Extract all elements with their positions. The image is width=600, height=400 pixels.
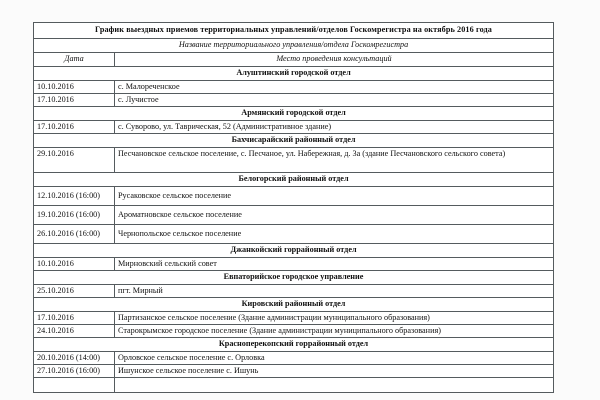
title-row bbox=[34, 23, 554, 39]
schedule-table-body bbox=[34, 23, 554, 393]
cell-place: Чернопольское сельское поселение bbox=[115, 225, 554, 244]
cell-place: Старокрымское городское поселение (Здание администрации муниципального образования) bbox=[115, 325, 554, 338]
section-header-row bbox=[34, 173, 554, 187]
section-header-row bbox=[34, 298, 554, 312]
section-header-row bbox=[34, 244, 554, 258]
subtitle-row bbox=[34, 39, 554, 53]
table-row bbox=[34, 312, 554, 325]
cell-place: с. Лучистое bbox=[115, 94, 554, 107]
table-row bbox=[34, 225, 554, 244]
table-row bbox=[34, 94, 554, 107]
section-title: Джанкойский горрайонный отдел bbox=[34, 244, 554, 258]
cell-place: Партизанское сельское поселение (Здание администрации муниципального образования) bbox=[115, 312, 554, 325]
cell-date: 17.10.2016 bbox=[34, 121, 115, 134]
schedule-table bbox=[33, 22, 554, 393]
cell-date: 20.10.2016 (14:00) bbox=[34, 352, 115, 365]
section-title: Кировский районный отдел bbox=[34, 298, 554, 312]
section-header-row bbox=[34, 107, 554, 121]
table-row bbox=[34, 81, 554, 94]
cell-date: 10.10.2016 bbox=[34, 258, 115, 271]
table-row bbox=[34, 148, 554, 173]
cell-place: Ароматновское сельское поселение bbox=[115, 206, 554, 225]
table-row bbox=[34, 352, 554, 365]
table-row bbox=[34, 258, 554, 271]
section-title: Алуштинский городской отдел bbox=[34, 67, 554, 81]
column-header-date: Дата bbox=[34, 53, 115, 67]
section-title: Евпаторийское городское управление bbox=[34, 271, 554, 285]
cell-place: Орловское сельское поселение с. Орловка bbox=[115, 352, 554, 365]
section-title: Бахчисарайский районный отдел bbox=[34, 134, 554, 148]
cell-date bbox=[34, 378, 115, 393]
column-header-place: Место проведения консультаций bbox=[115, 53, 554, 67]
section-header-row bbox=[34, 338, 554, 352]
cell-place: Мирновский сельский совет bbox=[115, 258, 554, 271]
table-row bbox=[34, 325, 554, 338]
cell-place bbox=[115, 378, 554, 393]
cell-date: 19.10.2016 (16:00) bbox=[34, 206, 115, 225]
table-row bbox=[34, 187, 554, 206]
section-header-row bbox=[34, 271, 554, 285]
cell-place: пгт. Мирный bbox=[115, 285, 554, 298]
section-header-row bbox=[34, 67, 554, 81]
cell-date: 25.10.2016 bbox=[34, 285, 115, 298]
section-header-row bbox=[34, 134, 554, 148]
table-row bbox=[34, 206, 554, 225]
table-row bbox=[34, 365, 554, 378]
cell-date: 17.10.2016 bbox=[34, 312, 115, 325]
table-row bbox=[34, 285, 554, 298]
cell-place: с. Малореченское bbox=[115, 81, 554, 94]
table-row-blank bbox=[34, 378, 554, 393]
section-title: Белогорский районный отдел bbox=[34, 173, 554, 187]
document-subtitle: Название территориального управления/отдела Госкомрегистра bbox=[34, 39, 554, 53]
cell-place: с. Суворово, ул. Таврическая, 52 (Административное здание) bbox=[115, 121, 554, 134]
cell-date: 29.10.2016 bbox=[34, 148, 115, 173]
section-title: Красноперекопский горрайонный отдел bbox=[34, 338, 554, 352]
cell-date: 10.10.2016 bbox=[34, 81, 115, 94]
cell-date: 12.10.2016 (16:00) bbox=[34, 187, 115, 206]
section-title: Армянский городской отдел bbox=[34, 107, 554, 121]
cell-date: 17.10.2016 bbox=[34, 94, 115, 107]
schedule-document bbox=[33, 22, 553, 393]
cell-place: Ишунское сельское поселение с. Ишунь bbox=[115, 365, 554, 378]
cell-date: 24.10.2016 bbox=[34, 325, 115, 338]
cell-place: Русаковское сельское поселение bbox=[115, 187, 554, 206]
document-title: График выездных приемов территориальных управлений/отделов Госкомрегистра на октябрь 2016 года bbox=[34, 23, 554, 39]
cell-date: 26.10.2016 (16:00) bbox=[34, 225, 115, 244]
column-header-row bbox=[34, 53, 554, 67]
cell-date: 27.10.2016 (16:00) bbox=[34, 365, 115, 378]
cell-place: Песчановское сельское поселение, с. Песчаное, ул. Набережная, д. 3а (здание Песчановского сельского совета) bbox=[115, 148, 554, 173]
table-row bbox=[34, 121, 554, 134]
